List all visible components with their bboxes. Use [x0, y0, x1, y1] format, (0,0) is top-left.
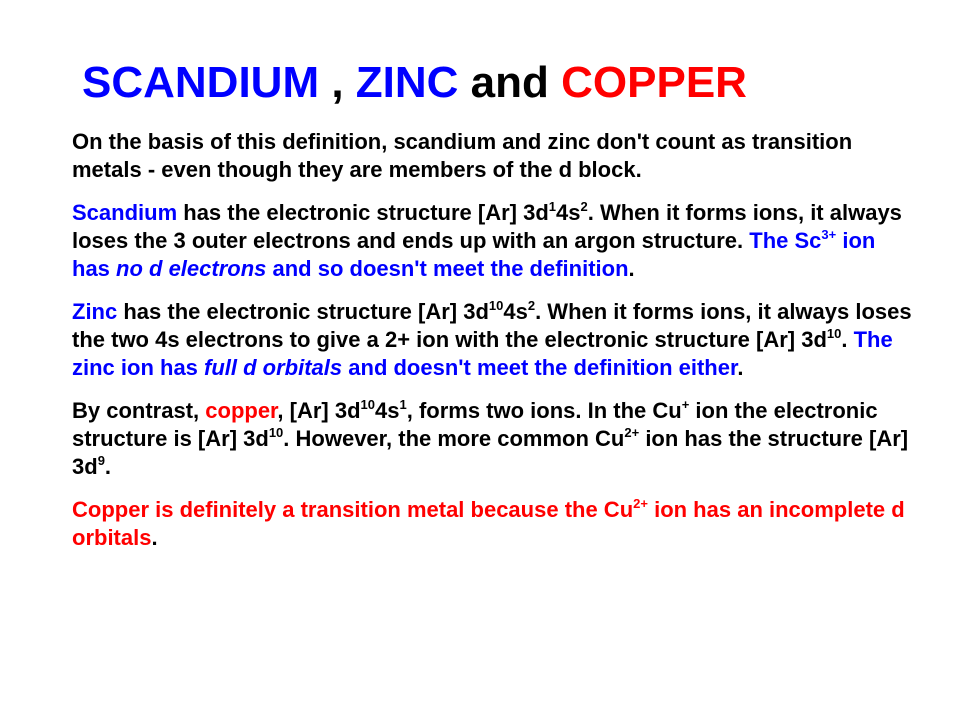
scandium-name: Scandium — [72, 200, 178, 225]
intro-text: On the basis of this definition, scandium and zinc don't count as transition metals - even though they are members of the d block. — [72, 129, 853, 182]
scandium-ion-text-2: ion has — [72, 228, 876, 281]
copper-sup-6: 9 — [97, 453, 105, 468]
copper-sup-3: + — [681, 397, 690, 412]
zinc-text-1: has the electronic structure [Ar] 3d — [117, 299, 489, 324]
paragraph-copper — [72, 397, 912, 481]
scandium-text-3: . When it forms ions, it always loses the 3 outer electrons and ends up with an argon structure. — [72, 200, 902, 253]
scandium-sup-1: 1 — [548, 199, 557, 214]
slide-content — [72, 128, 912, 567]
scandium-ion-text-1: The Sc — [749, 228, 822, 253]
conclusion-text-2: ion has an incomplete d orbitals — [72, 497, 905, 550]
paragraph-zinc — [72, 298, 912, 382]
scandium-ion-italic: no d electrons — [116, 256, 267, 281]
zinc-ion-italic: full d orbitals — [204, 355, 343, 380]
zinc-text-4: . — [841, 327, 854, 352]
zinc-sup-2: 2 — [527, 298, 536, 313]
zinc-name: Zinc — [72, 299, 118, 324]
copper-text-3: 4s — [375, 398, 400, 423]
copper-text-2: , [Ar] 3d — [277, 398, 361, 423]
conclusion-sup-1: 2+ — [633, 496, 648, 511]
title-comma: , — [319, 58, 356, 107]
copper-name: copper — [205, 398, 278, 423]
copper-sup-1: 10 — [360, 397, 375, 412]
conclusion-statement — [72, 497, 905, 550]
copper-text-6: . However, the more common Cu — [283, 426, 625, 451]
copper-sup-4: 10 — [268, 425, 284, 440]
paragraph-intro — [72, 128, 912, 184]
title-scandium: SCANDIUM — [82, 58, 320, 107]
copper-sup-5: 2+ — [624, 425, 640, 440]
zinc-ion-text-2: and doesn't meet the definition either — [342, 355, 738, 380]
zinc-ion-text-1: The zinc ion has — [72, 327, 893, 380]
scandium-ion-text-3: and so doesn't meet the definition — [266, 256, 629, 281]
zinc-text-2: 4s — [503, 299, 528, 324]
conclusion-end: . — [151, 525, 158, 550]
copper-text-4: , forms two ions. In the Cu — [406, 398, 682, 423]
slide-title — [82, 54, 747, 112]
scandium-end: . — [628, 256, 635, 281]
zinc-end: . — [737, 355, 744, 380]
paragraph-scandium — [72, 199, 912, 283]
copper-text-1: By contrast, — [72, 398, 206, 423]
zinc-sup-1: 10 — [488, 298, 504, 313]
copper-sup-2: 1 — [399, 397, 407, 412]
scandium-ion-charge: 3+ — [821, 227, 837, 242]
copper-text-7: ion has the structure [Ar] 3d — [72, 426, 909, 479]
scandium-sup-2: 2 — [580, 199, 588, 214]
copper-text-5: ion the electronic structure is [Ar] 3d — [72, 398, 878, 451]
scandium-text-2: 4s — [556, 200, 581, 225]
conclusion-text-1: Copper is definitely a transition metal because the Cu — [72, 497, 634, 522]
zinc-sup-3: 10 — [826, 326, 842, 341]
zinc-text-3: . When it forms ions, it always loses the two 4s electrons to give a 2+ ion with the electronic structure [Ar] 3d — [72, 299, 912, 352]
paragraph-conclusion — [72, 496, 912, 552]
scandium-text-1: has the electronic structure [Ar] 3d — [177, 200, 549, 225]
copper-text-8: . — [104, 454, 112, 479]
title-zinc: ZINC — [355, 58, 459, 107]
title-copper: COPPER — [561, 58, 747, 107]
title-and: and — [458, 58, 562, 107]
